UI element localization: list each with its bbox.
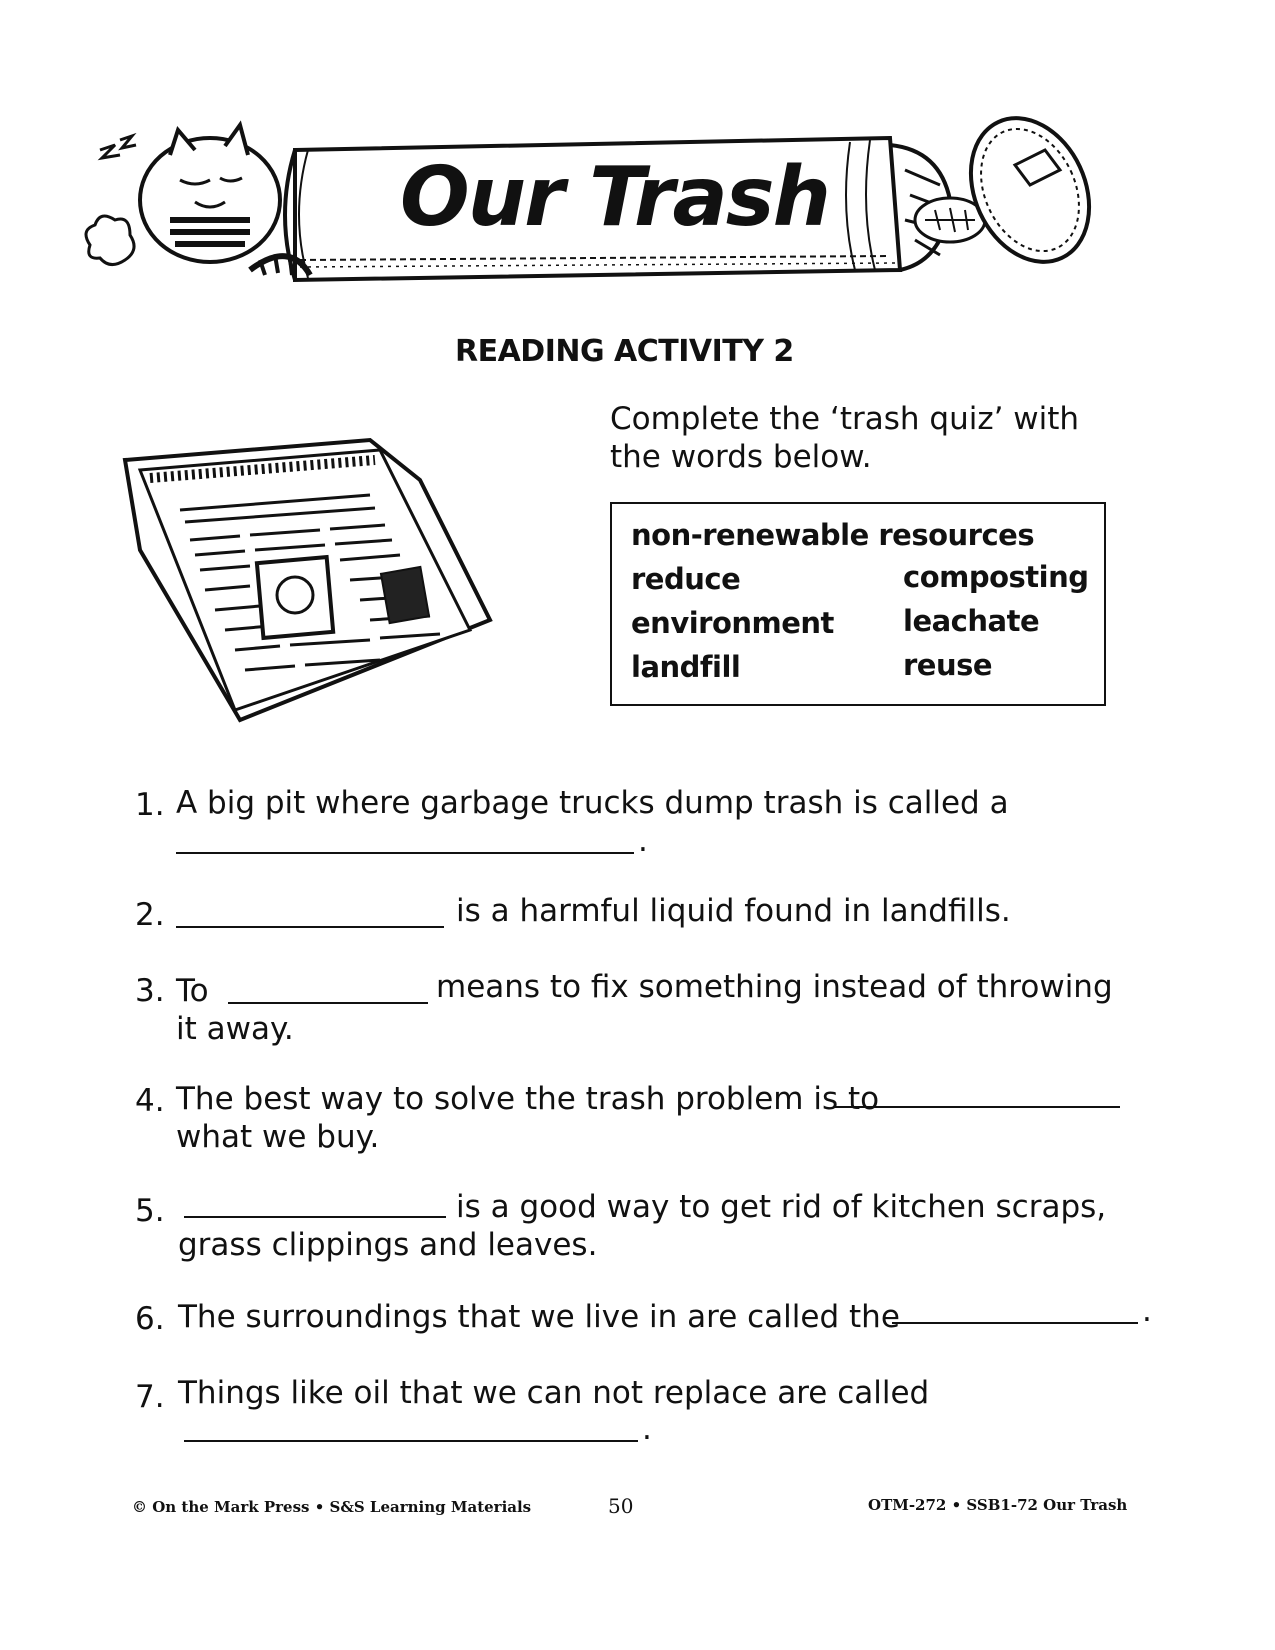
newspaper-icon: [120, 430, 500, 730]
question-text: is a good way to get rid of kitchen scraps,: [456, 1189, 1107, 1225]
question-number: 2.: [135, 897, 165, 933]
question-end: .: [642, 1411, 652, 1447]
word-bank-item: composting: [903, 560, 1089, 594]
question-end: .: [638, 823, 648, 859]
question-text: Things like oil that we can not replace are called: [178, 1375, 930, 1411]
question-text: is a harmful liquid found in landfills.: [456, 893, 1011, 929]
question-text: what we buy.: [176, 1119, 380, 1155]
question-text: A big pit where garbage trucks dump trash is called a: [176, 785, 1009, 821]
question-number: 6.: [135, 1301, 165, 1337]
answer-blank[interactable]: [892, 1322, 1138, 1324]
question-text: means to fix something instead of throwing: [436, 969, 1113, 1005]
word-bank-item: non-renewable resources: [631, 518, 1035, 552]
question-number: 1.: [135, 787, 165, 823]
question-text: The best way to solve the trash problem is to: [176, 1081, 880, 1117]
trash-can-icon: [890, 110, 1112, 281]
word-bank-item: environment: [631, 606, 834, 640]
footer-publisher: © On the Mark Press • S&S Learning Materials: [132, 1498, 532, 1516]
answer-blank[interactable]: [834, 1106, 1120, 1108]
page-number: 50: [608, 1494, 634, 1518]
question-text: The surroundings that we live in are called the: [178, 1299, 900, 1335]
page-title: Our Trash: [400, 150, 829, 245]
question-end: .: [1142, 1293, 1152, 1329]
word-bank: [610, 502, 1106, 706]
question-number: 3.: [135, 973, 165, 1009]
question-text: grass clippings and leaves.: [178, 1227, 598, 1263]
answer-blank[interactable]: [184, 1440, 638, 1442]
answer-blank[interactable]: [176, 926, 444, 928]
word-bank-item: reduce: [631, 562, 741, 596]
answer-blank[interactable]: [184, 1216, 446, 1218]
answer-blank[interactable]: [228, 1002, 428, 1004]
word-bank-item: reuse: [903, 648, 993, 682]
instructions-text: Complete the ‘trash quiz’ with the words below.: [610, 401, 1080, 475]
question-text: To: [176, 973, 209, 1009]
sleeping-cat-icon: [86, 125, 310, 275]
question-number: 7.: [135, 1379, 165, 1415]
question-text: it away.: [176, 1011, 294, 1047]
question-number: 5.: [135, 1193, 165, 1229]
question-number: 4.: [135, 1083, 165, 1119]
answer-blank[interactable]: [176, 852, 634, 854]
word-bank-item: leachate: [903, 604, 1040, 638]
activity-heading: READING ACTIVITY 2: [455, 334, 794, 369]
footer-product-code: OTM-272 • SSB1-72 Our Trash: [868, 1496, 1128, 1514]
word-bank-item: landfill: [631, 650, 741, 684]
